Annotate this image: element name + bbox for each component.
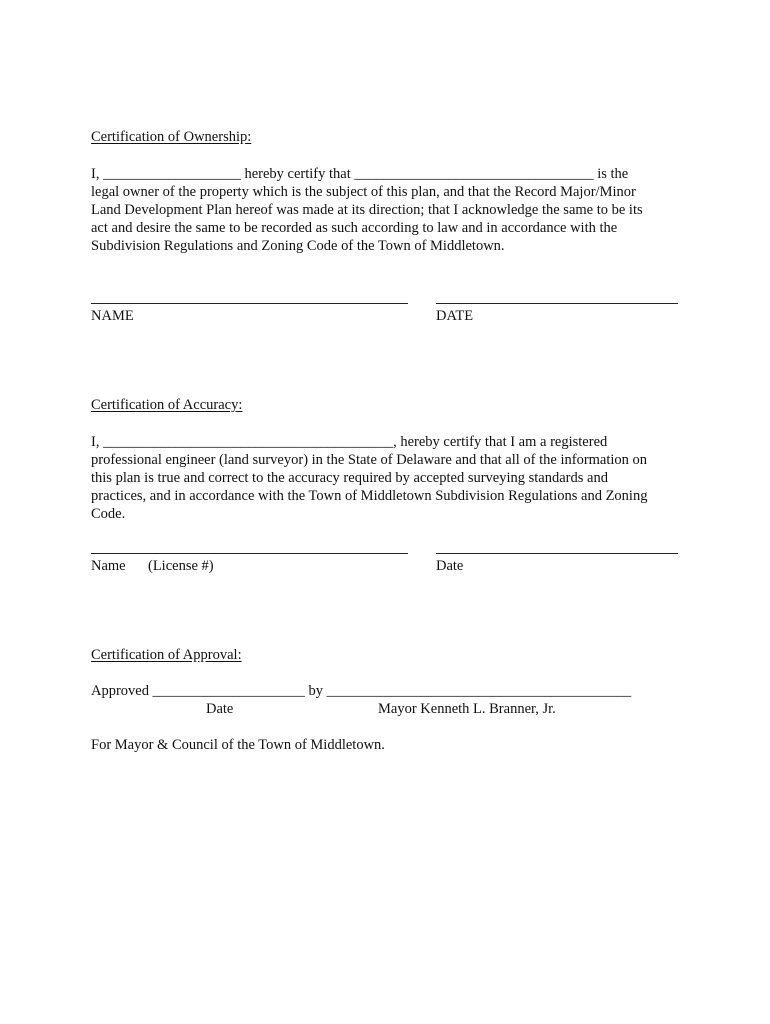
approval-council-line: For Mayor & Council of the Town of Middletown. [91, 737, 385, 753]
accuracy-name-label: Name [91, 558, 126, 574]
ownership-line-2: legal owner of the property which is the subject of this plan, and that the Record Major/Minor [91, 184, 636, 200]
accuracy-line-1: I, ________________________________________, hereby certify that I am a registered [91, 434, 608, 450]
accuracy-date-label: Date [436, 558, 464, 574]
accuracy-line-5: Code. [91, 506, 126, 522]
accuracy-name-signature-line [91, 553, 408, 554]
ownership-line-5: Subdivision Regulations and Zoning Code of the Town of Middletown. [91, 238, 505, 254]
ownership-name-signature-line [91, 303, 408, 304]
accuracy-heading: Certification of Accuracy: [91, 397, 243, 413]
approval-mayor-label: Mayor Kenneth L. Branner, Jr. [378, 701, 556, 717]
accuracy-license-label: (License #) [148, 558, 214, 574]
ownership-heading: Certification of Ownership: [91, 129, 252, 145]
approval-approved-line: Approved _____________________ by __________________________________________ [91, 683, 632, 699]
accuracy-line-3: this plan is true and correct to the accuracy required by accepted surveying standards and [91, 470, 608, 486]
accuracy-date-signature-line [436, 553, 678, 554]
ownership-date-signature-line [436, 303, 678, 304]
accuracy-line-4: practices, and in accordance with the Town of Middletown Subdivision Regulations and Zoning [91, 488, 648, 504]
ownership-date-label: DATE [436, 308, 474, 324]
accuracy-paragraph [91, 433, 681, 523]
ownership-name-label: NAME [91, 308, 134, 324]
accuracy-line-2: professional engineer (land surveyor) in the State of Delaware and that all of the information on [91, 452, 648, 468]
ownership-line-1: I, ___________________ hereby certify that _________________________________ is the [91, 166, 629, 182]
ownership-paragraph [91, 165, 681, 255]
ownership-line-4: act and desire the same to be recorded as such according to law and in accordance with the [91, 220, 618, 236]
ownership-line-3: Land Development Plan hereof was made at its direction; that I acknowledge the same to be its [91, 202, 643, 218]
approval-heading: Certification of Approval: [91, 647, 242, 663]
approval-date-label: Date [206, 701, 234, 717]
